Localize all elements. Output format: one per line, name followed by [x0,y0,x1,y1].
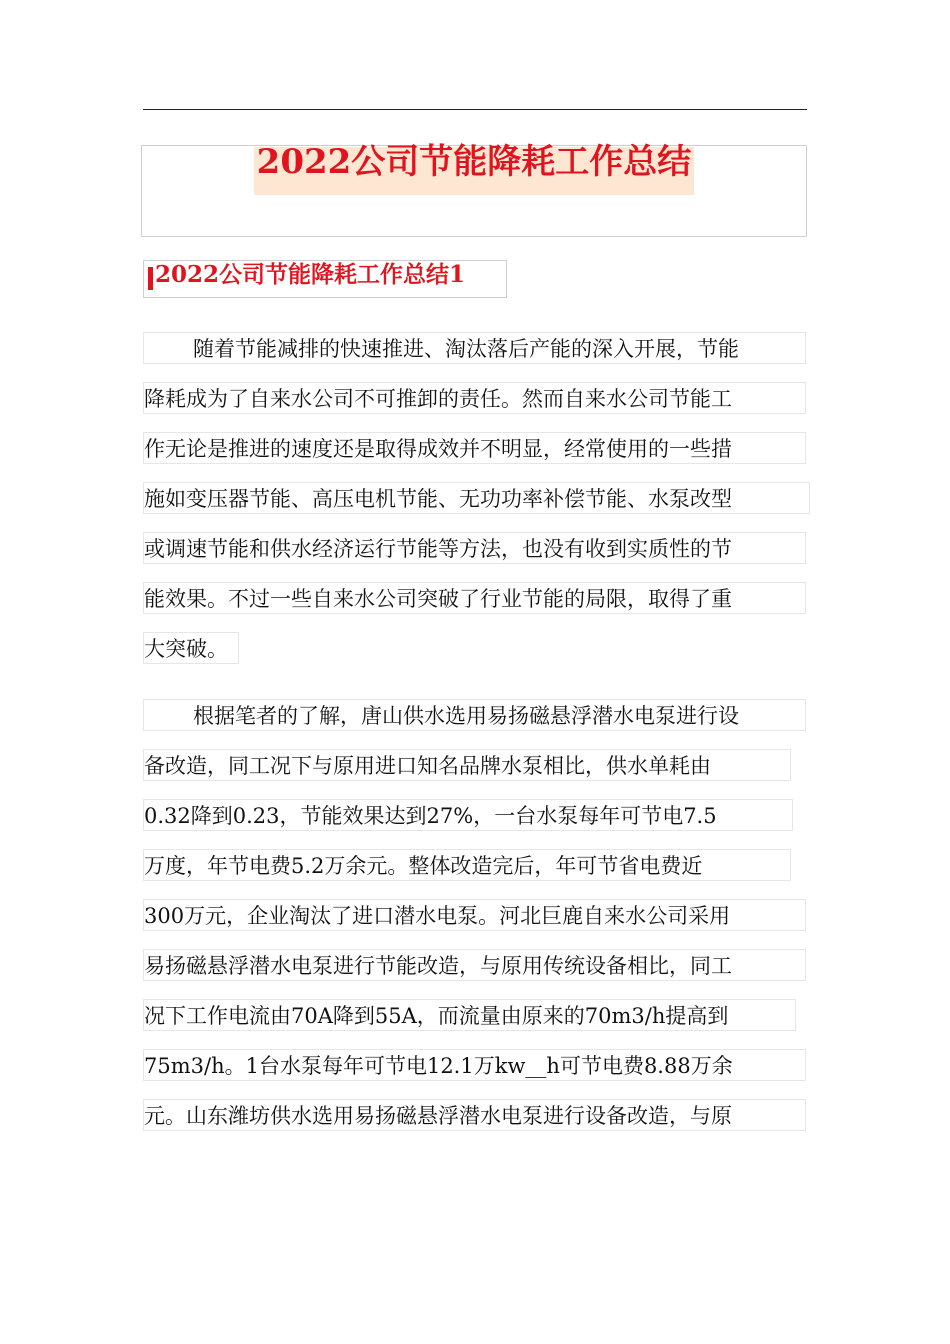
paragraph-line: 0.32降到0.23，节能效果达到27%，一台水泵每年可节电7.5 [143,799,793,831]
paragraph-line: 万度，年节电费5.2万余元。整体改造完后，年可节省电费近 [143,849,791,881]
top-rule [143,109,807,110]
paragraph-line: 施如变压器节能、高压电机节能、无功功率补偿节能、水泵改型 [143,482,810,514]
paragraph-line: 根据笔者的了解，唐山供水选用易扬磁悬浮潜水电泵进行设 [143,699,806,731]
paragraph-line: 大突破。 [143,632,239,664]
paragraph-line: 元。山东潍坊供水选用易扬磁悬浮潜水电泵进行设备改造，与原 [143,1099,806,1131]
paragraph-line: 75m3/h。1台水泵每年可节电12.1万kw__h可节电费8.88万余 [143,1049,806,1081]
paragraph-line: 300万元，企业淘汰了进口潜水电泵。河北巨鹿自来水公司采用 [143,899,806,931]
paragraph-line: 降耗成为了自来水公司不可推卸的责任。然而自来水公司节能工 [143,382,806,414]
paragraph-line: 能效果。不过一些自来水公司突破了行业节能的局限，取得了重 [143,582,806,614]
paragraph-line: 况下工作电流由70A降到55A，而流量由原来的70m3/h提高到 [143,999,796,1031]
document-title: 2022公司节能降耗工作总结 [256,142,692,182]
paragraph-line: 备改造，同工况下与原用进口知名品牌水泵相比，供水单耗由 [143,749,791,781]
section-heading: 2022公司节能降耗工作总结1 [155,261,466,288]
paragraph-line: 随着节能减排的快速推进、淘汰落后产能的深入开展，节能 [143,332,806,364]
paragraph-line: 易扬磁悬浮潜水电泵进行节能改造，与原用传统设备相比，同工 [143,949,806,981]
section-marker [148,267,153,290]
paragraph-line: 或调速节能和供水经济运行节能等方法，也没有收到实质性的节 [143,532,806,564]
paragraph-line: 作无论是推进的速度还是取得成效并不明显，经常使用的一些措 [143,432,806,464]
